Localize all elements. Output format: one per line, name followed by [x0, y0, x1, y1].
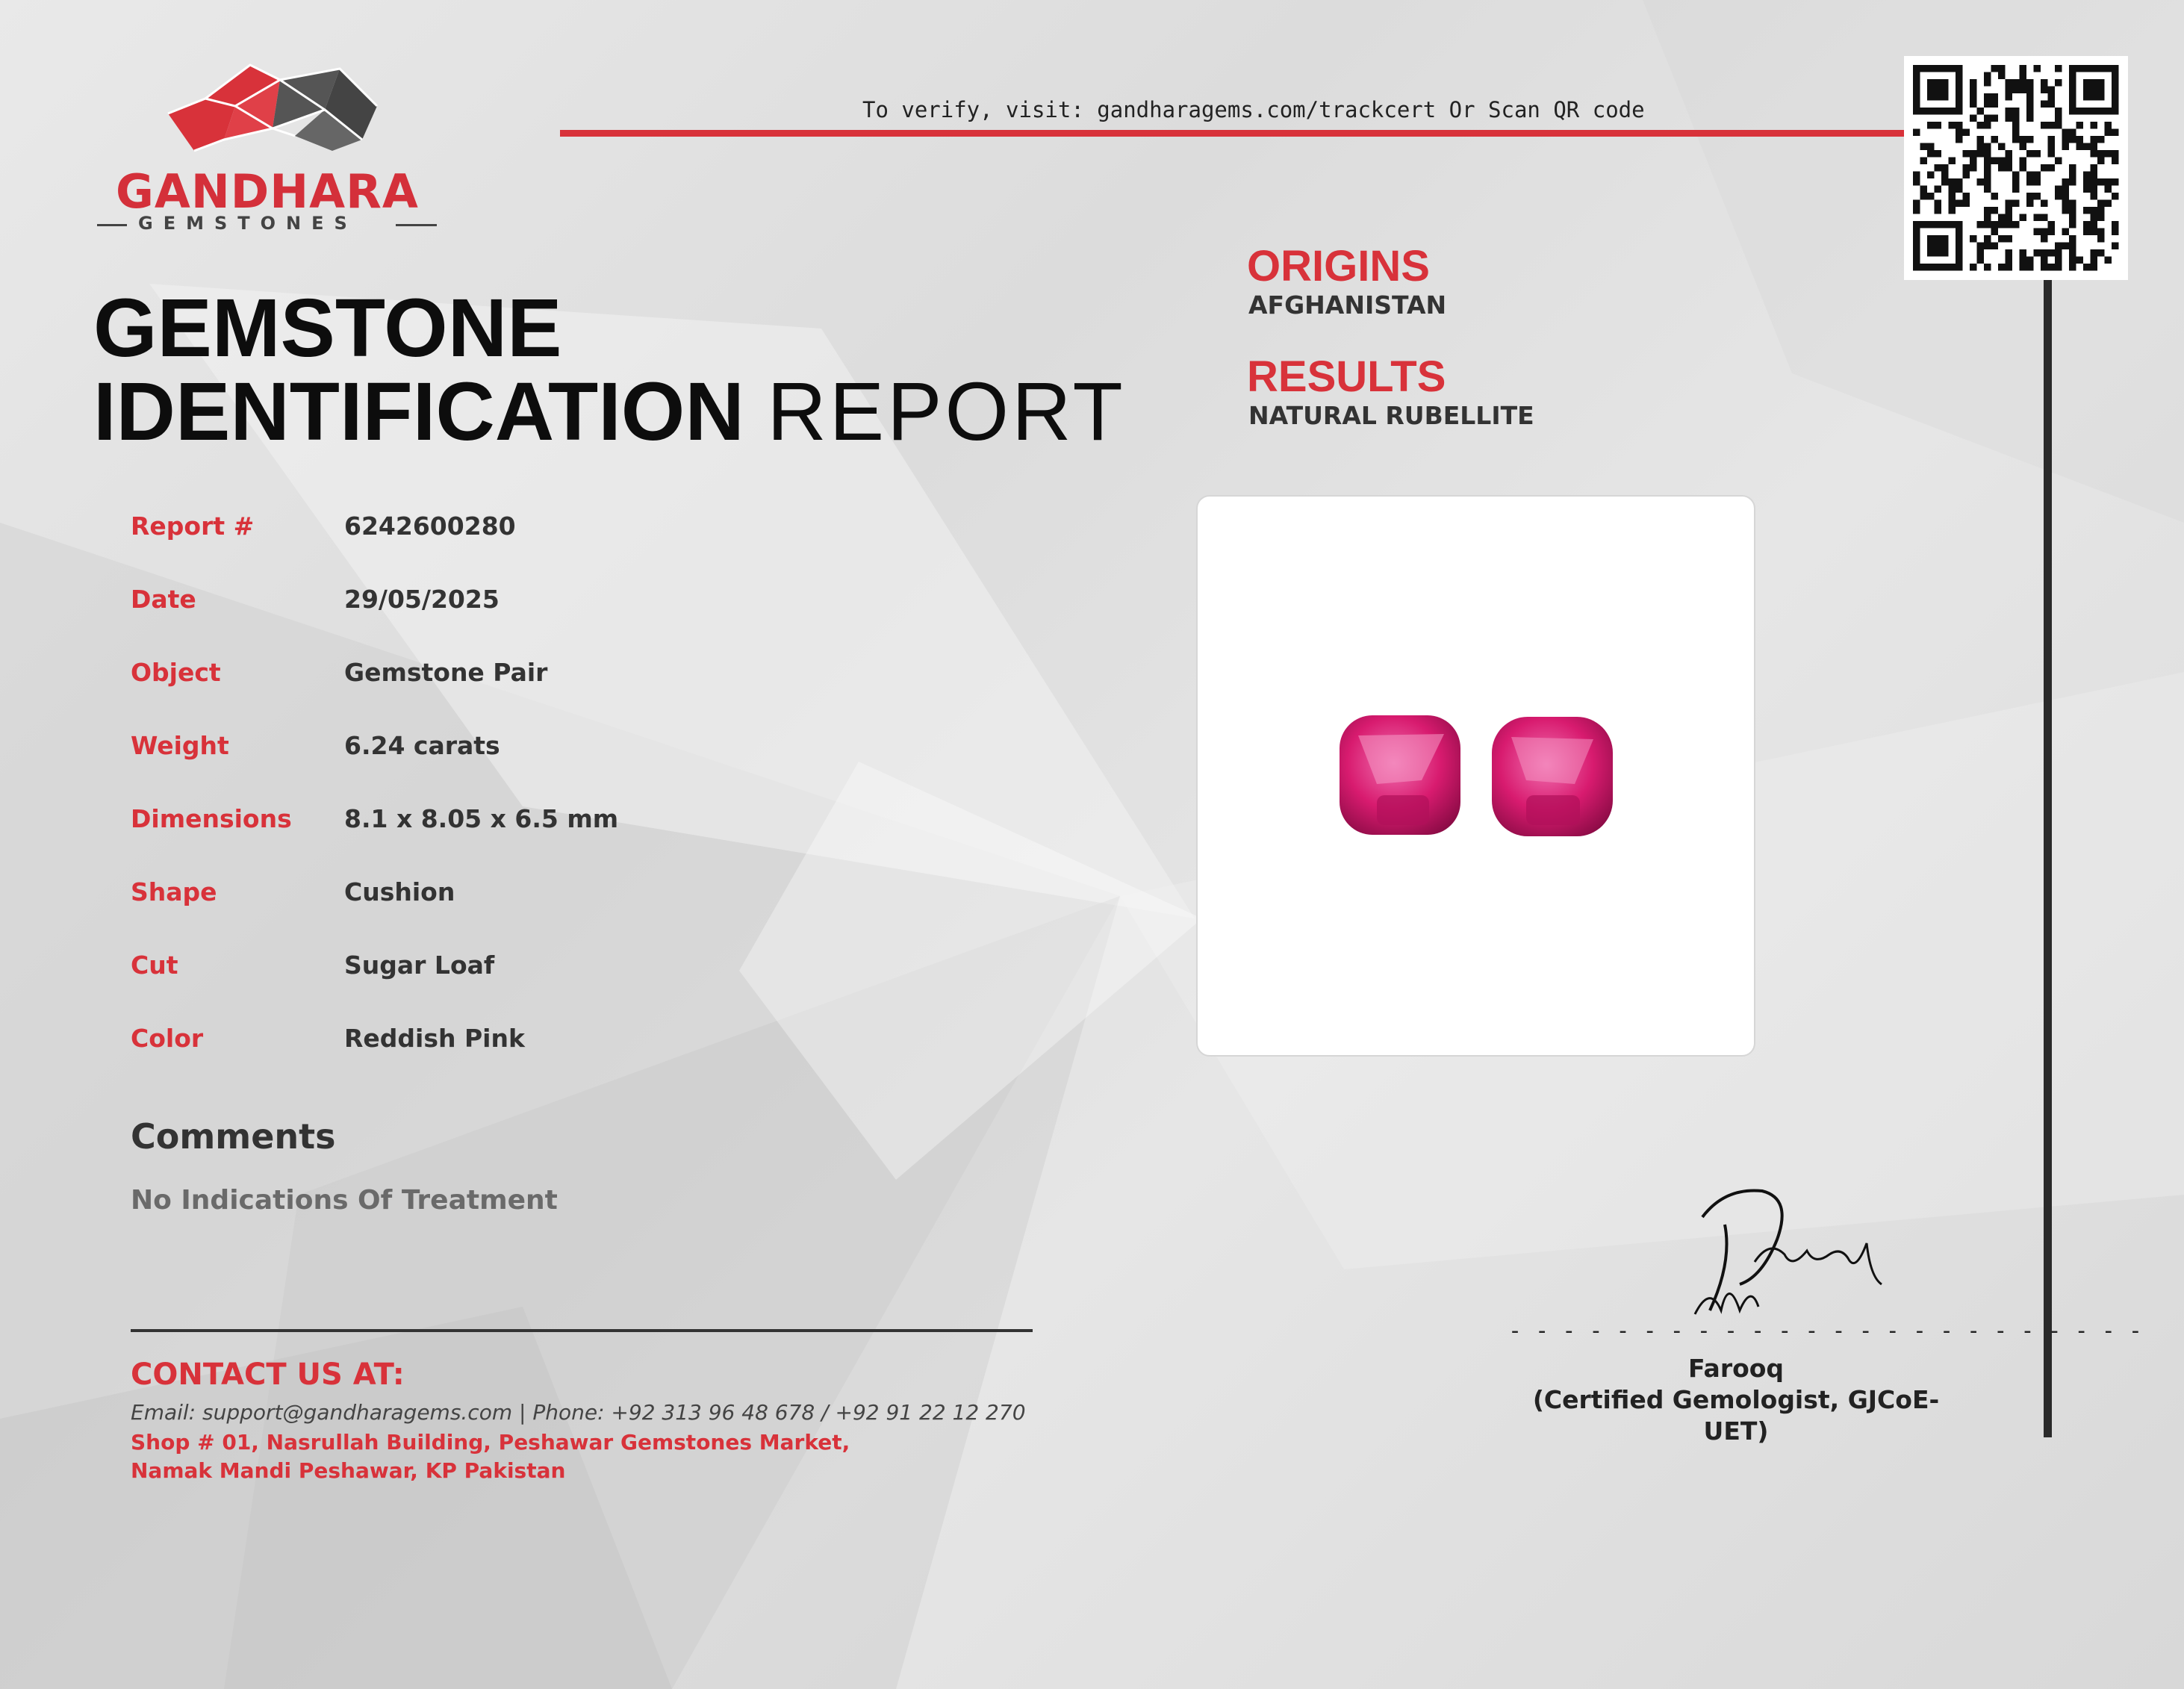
- comments-heading: Comments: [131, 1116, 336, 1157]
- contact-divider: [131, 1329, 1033, 1332]
- right-vertical-rule: [2044, 280, 2052, 1437]
- detail-row: [131, 953, 803, 983]
- detail-label: Shape: [131, 877, 217, 906]
- detail-value: 29/05/2025: [344, 585, 500, 614]
- gemstone-pair-image: [1198, 497, 1754, 1055]
- detail-row: [131, 877, 803, 909]
- detail-label: Cut: [131, 951, 178, 980]
- detail-value: 6242600280: [344, 511, 516, 541]
- gandhara-logo-icon: [153, 54, 392, 166]
- verify-text: To verify, visit: gandharagems.com/trackcert Or Scan QR code: [862, 97, 1645, 122]
- detail-row: [131, 660, 803, 690]
- brand-sub-line-left: [97, 224, 127, 226]
- detail-label: Color: [131, 1024, 204, 1053]
- detail-row: [131, 587, 803, 617]
- origins-value: AFGHANISTAN: [1248, 290, 1447, 320]
- detail-label: Dimensions: [131, 804, 292, 833]
- detail-value: Sugar Loaf: [344, 951, 495, 980]
- signature-dashes: - - - - - - - - - - - - - - - - - - - - - - - -: [1508, 1318, 2142, 1344]
- detail-label: Weight: [131, 731, 229, 760]
- title-light-word: REPORT: [767, 366, 1126, 458]
- title-line-1: GEMSTONE: [93, 282, 562, 374]
- detail-label: Object: [131, 658, 221, 687]
- detail-value: 6.24 carats: [344, 731, 500, 760]
- contact-line: Email: support@gandharagems.com | Phone: +92 313 96 48 678 / +92 91 22 12 270: [131, 1400, 1026, 1425]
- header-red-rule: [560, 130, 1904, 137]
- qr-code[interactable]: [1904, 56, 2128, 280]
- detail-value: Cushion: [344, 877, 455, 906]
- signature-image: [1680, 1172, 1904, 1322]
- signatory-title: (Certified Gemologist, GJCoE-UET): [1532, 1385, 1940, 1446]
- detail-value: Gemstone Pair: [344, 658, 548, 687]
- contact-address-2: Namak Mandi Peshawar, KP Pakistan: [131, 1458, 566, 1483]
- title-line-2: [93, 366, 1126, 458]
- results-label: RESULTS: [1247, 352, 1446, 401]
- detail-row: [131, 733, 803, 763]
- brand-name: GANDHARA: [116, 164, 419, 219]
- detail-row: [131, 511, 803, 544]
- contact-heading: CONTACT US AT:: [131, 1357, 405, 1392]
- brand-sub-line-right: [396, 224, 437, 226]
- origins-label: ORIGINS: [1247, 242, 1430, 290]
- results-value: NATURAL RUBELLITE: [1248, 401, 1534, 430]
- contact-address-1: Shop # 01, Nasrullah Building, Peshawar Gemstones Market,: [131, 1430, 850, 1455]
- detail-label: Report #: [131, 511, 255, 541]
- detail-row: [131, 1026, 803, 1056]
- detail-value: Reddish Pink: [344, 1024, 525, 1053]
- detail-label: Date: [131, 585, 196, 614]
- qr-code-icon: [1904, 56, 2128, 280]
- gemstone-photo: [1196, 495, 1755, 1057]
- title-bold-word: IDENTIFICATION: [93, 366, 744, 458]
- detail-value: 8.1 x 8.05 x 6.5 mm: [344, 804, 619, 833]
- detail-row: [131, 806, 803, 836]
- signatory-block: [1501, 1353, 1971, 1447]
- signatory-name: Farooq: [1687, 1354, 1785, 1383]
- comments-text: No Indications Of Treatment: [131, 1185, 558, 1216]
- brand-sub: GEMSTONES: [138, 213, 358, 234]
